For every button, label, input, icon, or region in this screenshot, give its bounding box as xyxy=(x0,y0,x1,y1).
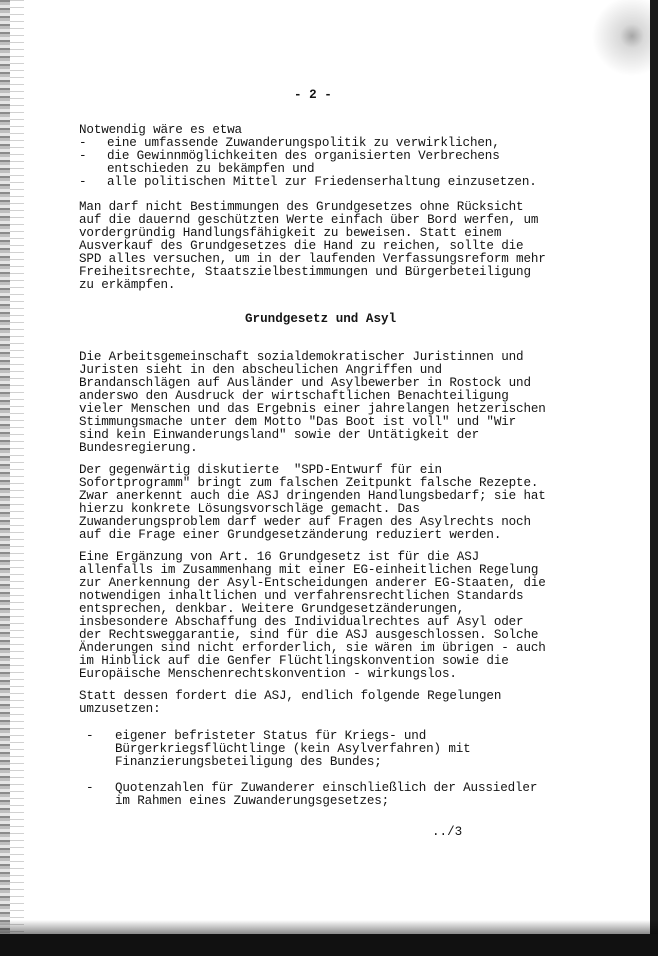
intro-bullet-dash: - xyxy=(79,175,87,189)
paragraph-2-line: Die Arbeitsgemeinschaft sozialdemokratischer Juristinnen und xyxy=(79,350,524,364)
paragraph-2-line: anderswo den Ausdruck der wirtschaftlichen Benachteiligung xyxy=(79,389,509,403)
paragraph-2-line: Juristen sieht in den abscheulichen Angriffen und xyxy=(79,363,442,377)
paragraph-1-line: vordergründig Handlungsfähigkeit zu beweisen. Statt einem xyxy=(79,226,502,240)
paragraph-3-line: Sofortprogramm" bringt zum falschen Zeitpunkt falsche Rezepte. xyxy=(79,476,539,490)
paragraph-5-line: Statt dessen fordert die ASJ, endlich folgende Regelungen xyxy=(79,689,502,703)
paragraph-1-line: Freiheitsrechte, Staatszielbestimmungen und Bürgerbeteiligung xyxy=(79,265,531,279)
demand-bullet-dash: - xyxy=(86,729,94,743)
paragraph-3-line: hierzu konkrete Lösungsvorschläge gemacht. Das xyxy=(79,502,420,516)
paragraph-3-line: Zuwanderungsproblem darf weder auf Fragen des Asylrechts noch xyxy=(79,515,531,529)
paragraph-4-line: notwendigen inhaltlichen und verfahrensrechtlichen Standards xyxy=(79,589,524,603)
demand-bullet-line: im Rahmen eines Zuwanderungsgesetzes; xyxy=(115,794,390,808)
paragraph-4-line: der Rechtsweggarantie, sind für die ASJ ausgeschlossen. Solche xyxy=(79,628,539,642)
paragraph-3-line: auf die Frage einer Grundgesetzänderung reduziert werden. xyxy=(79,528,502,542)
scan-edge-right xyxy=(650,0,658,956)
paragraph-4-line: im Hinblick auf die Genfer Flüchtlingskonvention sowie die xyxy=(79,654,509,668)
paragraph-3-line: Zwar anerkennt auch die ASJ dringenden Handlungsbedarf; sie hat xyxy=(79,489,546,503)
demand-bullet-line: Bürgerkriegsflüchtlinge (kein Asylverfahren) mit xyxy=(115,742,471,756)
paragraph-4-line: Änderungen sind nicht erforderlich, sie wären im übrigen - auch xyxy=(79,641,546,655)
paragraph-2-line: Bundesregierung. xyxy=(79,441,198,455)
section-heading: Grundgesetz und Asyl xyxy=(245,312,397,326)
paragraph-2-line: Brandanschlägen auf Ausländer und Asylbewerber in Rostock und xyxy=(79,376,531,390)
page-number: - 2 - xyxy=(294,88,332,102)
intro-bullet-line: eine umfassende Zuwanderungspolitik zu verwirklichen, xyxy=(107,136,500,150)
demand-bullet-dash: - xyxy=(86,781,94,795)
paragraph-2-line: sind kein Einwanderungsland" sowie der Untätigkeit der xyxy=(79,428,480,442)
paragraph-4-line: zur Anerkennung der Asyl-Entscheidungen anderer EG-Staaten, die xyxy=(79,576,546,590)
paragraph-4-line: insbesondere Abschaffung des Individualrechtes auf Asyl oder xyxy=(79,615,524,629)
intro-bullet-line: die Gewinnmöglichkeiten des organisierten Verbrechens xyxy=(107,149,500,163)
paragraph-4-line: Eine Ergänzung von Art. 16 Grundgesetz ist für die ASJ xyxy=(79,550,480,564)
intro-bullet-dash: - xyxy=(79,149,87,163)
paragraph-1-line: Man darf nicht Bestimmungen des Grundgesetzes ohne Rücksicht xyxy=(79,200,524,214)
intro-bullet-line: entschieden zu bekämpfen und xyxy=(107,162,315,176)
intro-label: Notwendig wäre es etwa xyxy=(79,123,242,137)
paragraph-4-line: allenfalls im Zusammenhang mit einer EG-einheitlichen Regelung xyxy=(79,563,539,577)
paragraph-1-line: auf die dauernd geschützten Werte einfach über Bord werfen, um xyxy=(79,213,539,227)
paragraph-2-line: vieler Menschen und das Ergebnis einer jahrelangen hetzerischen xyxy=(79,402,546,416)
paragraph-2-line: Stimmungsmache unter dem Motto "Das Boot ist voll" und "Wir xyxy=(79,415,517,429)
demand-bullet-line: Quotenzahlen für Zuwanderer einschließlich der Aussiedler xyxy=(115,781,538,795)
scan-edge-bottom xyxy=(0,934,658,956)
intro-bullet-dash: - xyxy=(79,136,87,150)
scan-edge-left-noise xyxy=(10,0,24,956)
scan-edge-left xyxy=(0,0,10,956)
paragraph-5-line: umzusetzen: xyxy=(79,702,161,716)
paragraph-4-line: entsprechen, denkbar. Weitere Grundgesetzänderungen, xyxy=(79,602,465,616)
paragraph-1-line: zu erkämpfen. xyxy=(79,278,176,292)
paragraph-1-line: SPD alles versuchen, um in der laufenden Verfassungsreform mehr xyxy=(79,252,546,266)
demand-bullet-line: eigener befristeter Status für Kriegs- und xyxy=(115,729,427,743)
scan-speck-top-right xyxy=(590,0,650,120)
intro-bullet-line: alle politischen Mittel zur Friedenserhaltung einzusetzen. xyxy=(107,175,537,189)
paragraph-4-line: Europäische Menschenrechtskonvention - wirkungslos. xyxy=(79,667,457,681)
continuation-mark: ../3 xyxy=(432,825,463,839)
paragraph-3-line: Der gegenwärtig diskutierte "SPD-Entwurf für ein xyxy=(79,463,442,477)
paragraph-1-line: Ausverkauf des Grundgesetzes die Hand zu reichen, sollte die xyxy=(79,239,524,253)
demand-bullet-line: Finanzierungsbeteiligung des Bundes; xyxy=(115,755,382,769)
scan-edge-bottom-fade xyxy=(0,920,658,934)
